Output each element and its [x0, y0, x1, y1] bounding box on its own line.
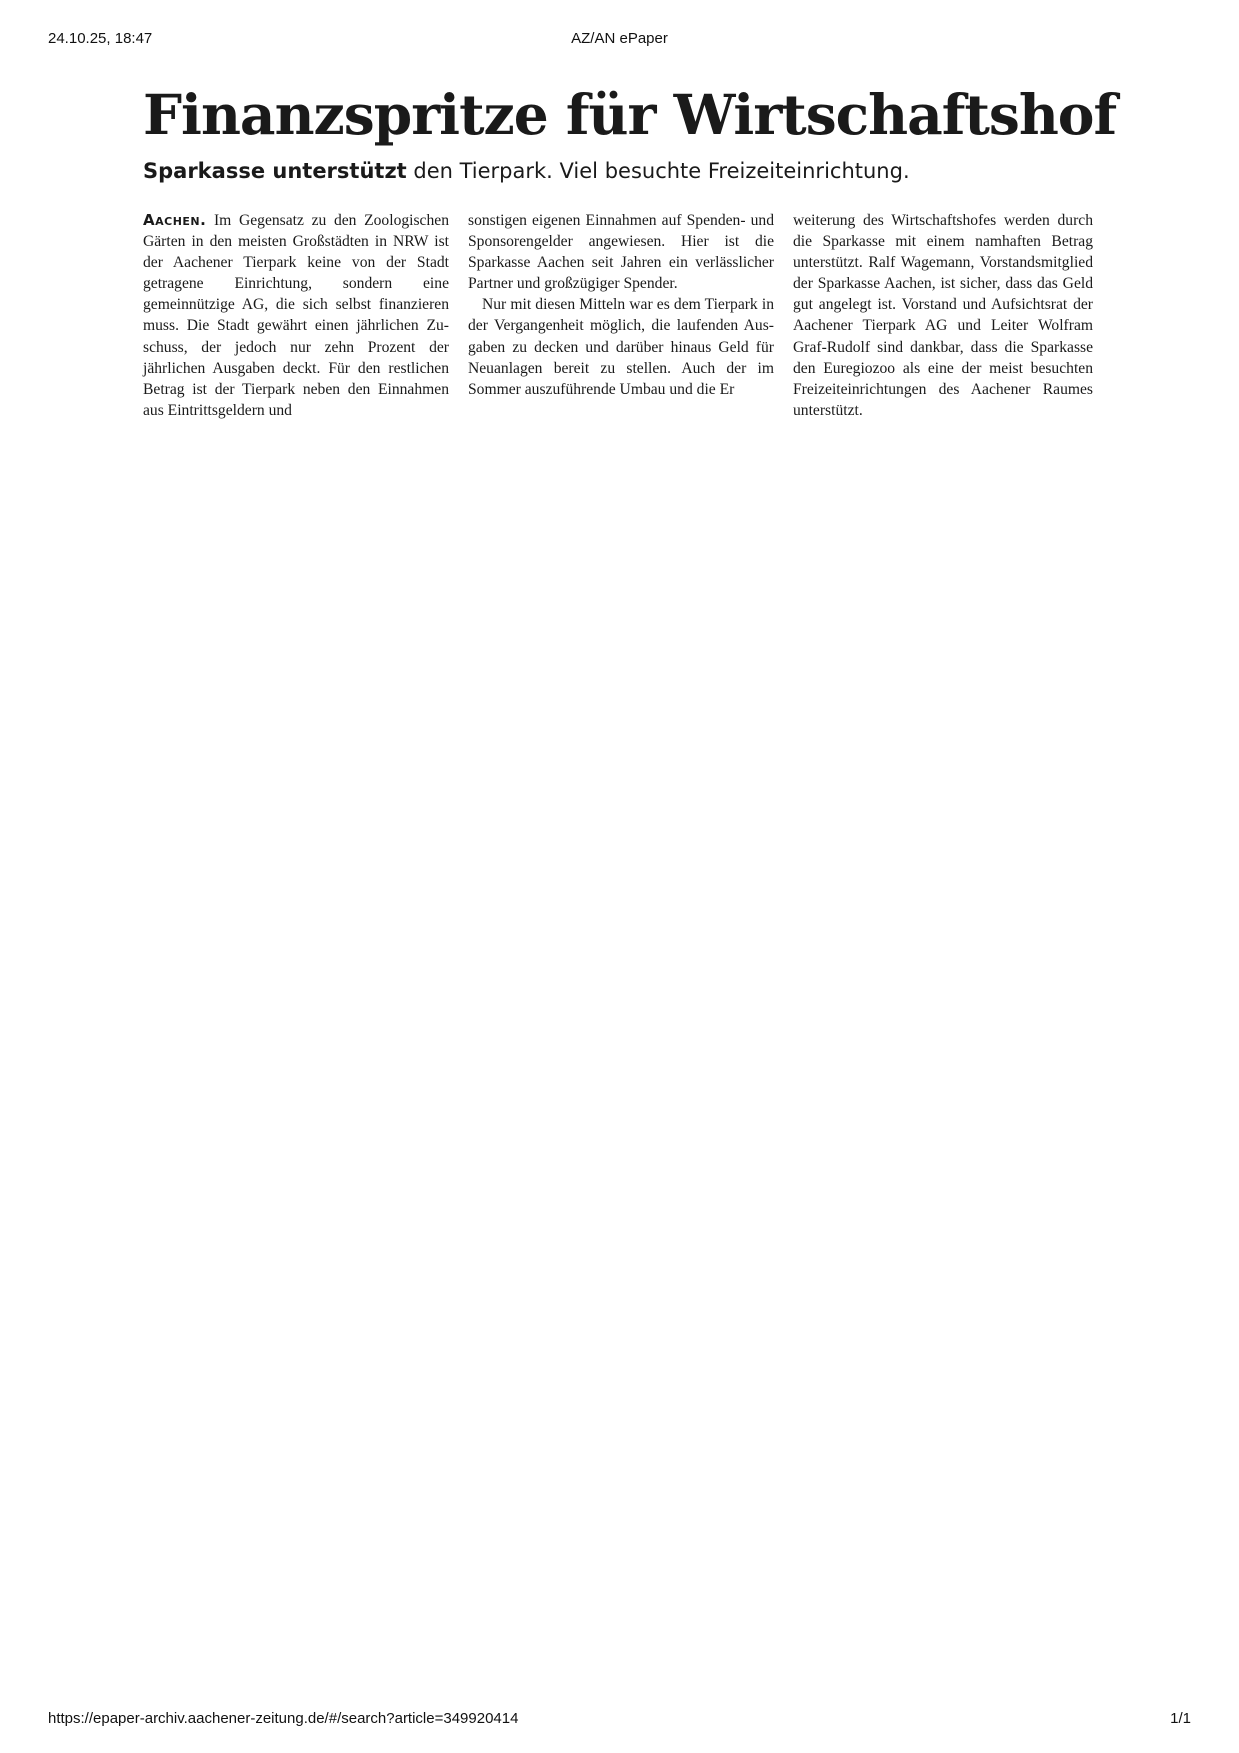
print-page-title: AZ/AN ePaper — [571, 30, 668, 47]
print-footer — [48, 1710, 1191, 1734]
subheadline-bold: Sparkasse unterstützt — [143, 159, 407, 183]
article-clipping — [143, 80, 1117, 419]
article-column-3 — [793, 210, 1093, 421]
column-2-paragraph-2: Nur mit diesen Mitteln war es dem Tierpark in der Vergangenheit möglich, die laufenden Ausgaben zu decken und darüber hinaus Geld für Neuanlagen bereit zu stellen. Auch der im Sommer auszuführende Umbau und die Er — [468, 296, 774, 398]
dateline: Aachen. — [143, 211, 207, 229]
print-datetime: 24.10.25, 18:47 — [48, 30, 153, 47]
article-column-1 — [143, 210, 449, 421]
column-2-paragraph-1: sonstigen eigenen Einnahmen auf Spenden- und Sponsorengelder angewiesen. Hier ist die Sparkasse Aachen seit Jahren ein verlässlicher Partner und großzügiger Spender. — [468, 212, 774, 293]
source-url: https://epaper-archiv.aachener-zeitung.de/#/search?article=349920414 — [48, 1710, 519, 1727]
subheadline-rest: den Tierpark. Viel besuchte Freizeiteinrichtung. — [406, 159, 910, 183]
article-subheadline — [143, 156, 1083, 186]
article-body — [143, 210, 1093, 490]
print-header — [48, 30, 1191, 54]
page-number: 1/1 — [1170, 1710, 1191, 1727]
article-column-2 — [468, 210, 774, 400]
column-3-text: weiterung des Wirtschaftshofes werden durch die Sparkasse mit einem namhaften Betrag unterstützt. Ralf Wagemann, Vorstandsmitglied der Sparkasse Aachen, ist sicher, dass das Geld gut angelegt ist. Vorstand und Aufsichtsrat der Aachener Tierpark AG und Leiter Wolfram Graf-Rudolf sind dankbar, dass die Sparkasse den Euregiozoo als eine der meist besuchten Freizeiteinrichtungen des Aachener Raumes unterstützt. — [793, 212, 1093, 419]
article-headline: Finanzspritze für Wirtschaftshof — [143, 82, 1117, 147]
column-1-text: Im Gegensatz zu den Zoologischen Gärten in den meisten Großstädten in NRW ist der Aachener Tierpark keine von der Stadt getragene Einrichtung, sondern eine gemeinnützige AG, die sich selbst finanzieren muss. Die Stadt gewährt einen jährlichen Zuschuss, der jedoch nur zehn Prozent der jährlichen Ausgaben deckt. Für den restlichen Betrag ist der Tierpark neben den Einnahmen aus Eintrittsgeldern und — [143, 212, 449, 419]
